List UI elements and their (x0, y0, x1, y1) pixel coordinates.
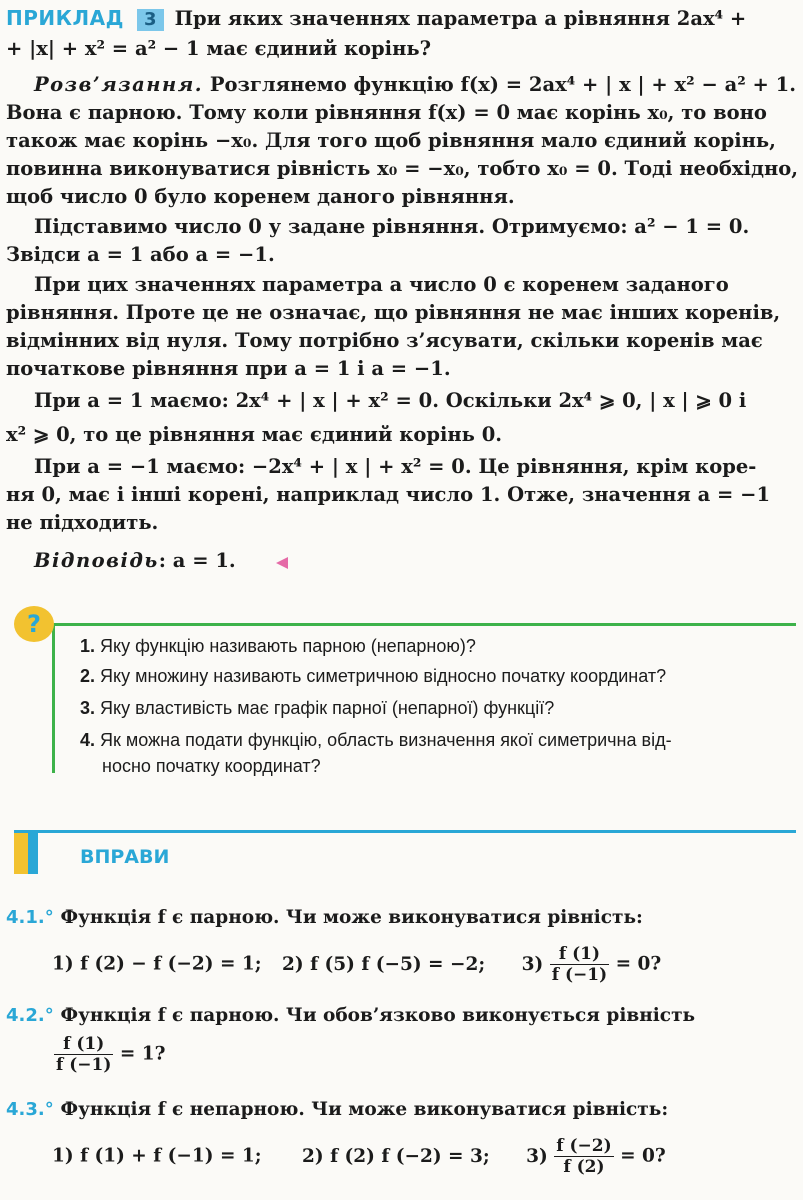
exercises-header: ВПРАВИ (80, 846, 170, 868)
exercises-bar-blue (28, 830, 38, 874)
p5-line1: При a = −1 маємо: −2x⁴ + | x | + x² = 0. Це рівняння, крім коре- (34, 455, 757, 478)
p2-line2: Звідси a = 1 або a = −1. (6, 243, 275, 266)
exercise-4-1-fraction: $\frac{f (1)}{f (-1)}$ (551, 944, 608, 985)
exercise-4-1-option1: 1) f (2) − f (−2) = 1; (52, 953, 262, 975)
question-item-2: 2. Яку множину називають симетричною відносно початку координат? (80, 666, 667, 686)
exercise-4-3-option3-label: 3) (526, 1145, 548, 1167)
p5-line3: не підходить. (6, 511, 159, 534)
question-item-1: 1. Яку функцію називають парною (непарною)? (80, 636, 476, 656)
p3-line3: відмінних від нуля. Тому потрібно з’ясувати, скільки коренів має (6, 329, 763, 352)
exercise-4-2-formula (54, 1034, 166, 1075)
exercise-4-2-text: Функція f є парною. Чи обов’язково виконується рівність (60, 1005, 696, 1026)
solution-label: Розв’язання. (34, 73, 204, 96)
answer-value: : a = 1. (158, 549, 236, 572)
exercise-4-3-text: Функція f є непарною. Чи може виконуватися рівність: (60, 1099, 669, 1120)
p1-line2: Вона є парною. Тому коли рівняння f(x) = 0 має корінь x₀, то воно (6, 101, 767, 124)
solution-text: Розглянемо функцію f(x) = 2ax⁴ + | x | + x² − a² + 1. (209, 73, 797, 96)
exercise-4-1-option2: 2) f (5) f (−5) = −2; (282, 953, 486, 975)
p5-line2: ня 0, має і інші корені, наприклад число 1. Отже, значення a = −1 (6, 483, 771, 506)
question-mark-icon: ? (27, 610, 41, 638)
p1-line5: щоб число 0 було коренем даного рівняння. (6, 185, 515, 208)
p3-line2: рівняння. Проте це не означає, що рівняння не має інших коренів, (6, 301, 781, 324)
exercise-4-1-option3-tail: = 0? (615, 953, 662, 975)
exercise-4-3 (6, 1096, 668, 1123)
question-item-4-cont: носно початку координат? (102, 756, 321, 776)
exercise-4-3-fraction: $\frac{f (-2)}{f (2)}$ (556, 1136, 612, 1177)
question-item-3: 3. Яку властивість має графік парної (непарної) функції? (80, 698, 555, 718)
question-badge (14, 606, 54, 642)
answer-label: Відповідь (34, 549, 159, 572)
p4-line1: При a = 1 маємо: 2x⁴ + | x | + x² = 0. Оскільки 2x⁴ ⩾ 0, | x | ⩾ 0 і (34, 389, 747, 412)
end-marker-icon (276, 557, 288, 569)
exercise-4-1 (6, 904, 643, 931)
exercise-4-1-options (52, 944, 661, 985)
p2-line1: Підставимо число 0 у задане рівняння. Отримуємо: a² − 1 = 0. (34, 215, 750, 238)
exercise-4-1-number: 4.1.° (6, 907, 54, 928)
exercise-4-3-option3-tail: = 0? (620, 1145, 666, 1167)
exercises-bar-yellow (14, 830, 28, 874)
example-question-line2: + |x| + x² = a² − 1 має єдиний корінь? (6, 37, 432, 60)
example-label: ПРИКЛАД (6, 6, 124, 30)
exercise-4-2 (6, 1002, 695, 1029)
questions-green-rule (52, 623, 796, 626)
exercise-4-1-text: Функція f є парною. Чи може виконуватися рівність: (60, 907, 643, 928)
exercise-4-2-fraction: $\frac{f (1)}{f (-1)}$ (56, 1034, 112, 1075)
exercise-4-3-option1: 1) f (1) + f (−1) = 1; (52, 1145, 262, 1167)
exercise-4-1-option3-label: 3) (521, 953, 544, 975)
p4-line2: x² ⩾ 0, то це рівняння має єдиний корінь 0. (6, 423, 503, 446)
p1-line4: повинна виконуватися рівність x₀ = −x₀, тобто x₀ = 0. Тоді необхідно, (6, 157, 799, 180)
example-number: 3 (137, 9, 164, 31)
solution-line1 (34, 72, 796, 98)
questions-green-side (52, 623, 55, 773)
exercise-4-2-tail: = 1? (119, 1043, 166, 1065)
exercise-4-2-number: 4.2.° (6, 1005, 54, 1026)
exercise-4-3-number: 4.3.° (6, 1099, 54, 1120)
answer-line (34, 548, 236, 574)
exercise-4-3-options (52, 1136, 666, 1177)
p3-line1: При цих значеннях параметра a число 0 є коренем заданого (34, 273, 729, 296)
example-question-line1: При яких значеннях параметра a рівняння 2ax⁴ + (174, 7, 747, 30)
example-header (6, 6, 746, 31)
question-item-4: 4. Як можна подати функцію, область визначення якої симетрична від- (80, 730, 672, 750)
p3-line4: початкове рівняння при a = 1 і a = −1. (6, 357, 451, 380)
exercise-4-3-option2: 2) f (2) f (−2) = 3; (302, 1145, 490, 1167)
exercises-rule (14, 830, 796, 833)
p1-line3: також має корінь −x₀. Для того щоб рівняння мало єдиний корінь, (6, 129, 776, 152)
